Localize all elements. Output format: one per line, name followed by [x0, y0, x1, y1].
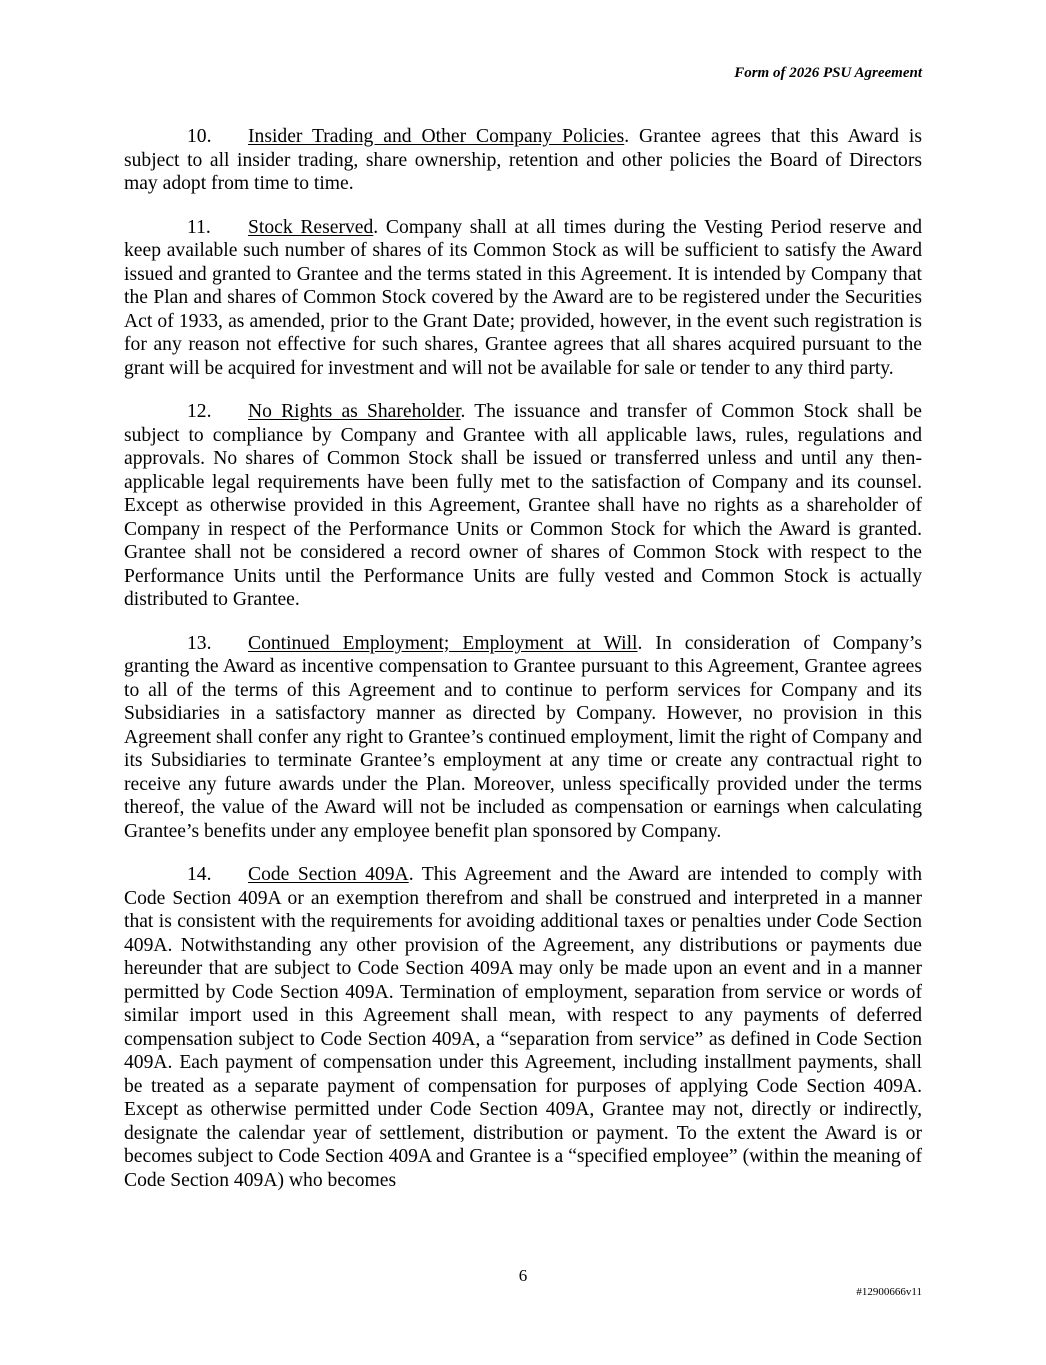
section-number: 11. [187, 216, 211, 238]
document-header-title: Form of 2026 PSU Agreement [734, 65, 922, 81]
document-body [124, 125, 922, 1212]
section-12 [124, 400, 922, 612]
section-11 [124, 216, 922, 381]
section-heading: Stock Reserved [248, 216, 374, 238]
section-text: In consideration of Company’s granting the Award as incentive compensation to Grantee pursuant to this Agreement, Grantee agrees to all of the terms of this Agreement and to continue to perform services for Company and its Subsidiaries in a satisfactory manner as directed by Company. However, no provision in this Agreement shall confer any right to Grantee’s continued employment, limit the right of Company and its Subsidiaries to terminate Grantee’s employment at any time or create any contractual right to receive any future awards under the Plan. Moreover, unless specifically provided under the terms thereof, the value of the Award will not be included as compensation or earnings when calculating Grantee’s benefits under any employee benefit plan sponsored by Company. [124, 632, 922, 842]
section-number: 12. [187, 401, 212, 422]
section-10 [124, 125, 922, 196]
section-13 [124, 632, 922, 844]
section-heading: Insider Trading and Other Company Policies [248, 126, 625, 147]
section-heading-suffix: . [373, 216, 379, 238]
section-14 [124, 863, 922, 1192]
page-number: 6 [518, 1266, 528, 1285]
section-heading-suffix: . [624, 126, 630, 147]
section-text: Company shall at all times during the Vesting Period reserve and keep available such number of shares of its Common Stock as will be sufficient to satisfy the Award issued and granted to Grantee and the terms stated in this Agreement. It is intended by Company that the Plan and shares of Common Stock covered by the Award are to be registered under the Securities Act of 1933, as amended, prior to the Grant Date; provided, however, in the event such registration is for any reason not effective for such shares, Grantee agrees that all shares acquired pursuant to the grant will be acquired for investment and will not be available for sale or tender to any third party. [124, 216, 922, 379]
section-heading-suffix: . [408, 864, 414, 885]
section-heading: Code Section 409A [248, 864, 409, 885]
section-heading: No Rights as Shareholder [248, 401, 461, 422]
section-text: The issuance and transfer of Common Stock shall be subject to compliance by Company and Grantee with all applicable laws, rules, regulations and approvals. No shares of Common Stock shall be issued or transferred unless and until any then-applicable legal requirements have been fully met to the satisfaction of Company and its counsel. Except as otherwise provided in this Agreement, Grantee shall have no rights as a shareholder of Company in respect of the Performance Units or Common Stock for which the Award is granted. Grantee shall not be considered a record owner of shares of Common Stock with respect to the Performance Units until the Performance Units are fully vested and Common Stock is actually distributed to Grantee. [124, 401, 922, 610]
section-number: 14. [187, 864, 212, 885]
section-text: Grantee agrees that this Award is subject to all insider trading, share ownership, retention and other policies the Board of Directors may adopt from time to time. [124, 126, 922, 194]
section-number: 13. [187, 632, 212, 654]
section-heading-suffix: . [637, 632, 643, 654]
section-heading-suffix: . [460, 401, 466, 422]
document-id: #12900666v11 [856, 1286, 922, 1298]
section-heading: Continued Employment; Employment at Will [248, 632, 638, 654]
section-number: 10. [187, 126, 212, 147]
section-text: This Agreement and the Award are intended to comply with Code Section 409A or an exemption therefrom and shall be construed and interpreted in a manner that is consistent with the requirements for avoiding additional taxes or penalties under Code Section 409A. Notwithstanding any other provision of the Agreement, any distributions or payments due hereunder that are subject to Code Section 409A may only be made upon an event and in a manner permitted by Code Section 409A. Termination of employment, separation from service or words of similar import used in this Agreement shall mean, with respect to any payments of deferred compensation subject to Code Section 409A, a “separation from service” as defined in Code Section 409A. Each payment of compensation under this Agreement, including installment payments, shall be treated as a separate payment of compensation for purposes of applying Code Section 409A. Except as otherwise permitted under Code Section 409A, Grantee may not, directly or indirectly, designate the calendar year of settlement, distribution or payment. To the extent the Award is or becomes subject to Code Section 409A and Grantee is a “specified employee” (within the meaning of Code Section 409A) who becomes [124, 864, 922, 1191]
